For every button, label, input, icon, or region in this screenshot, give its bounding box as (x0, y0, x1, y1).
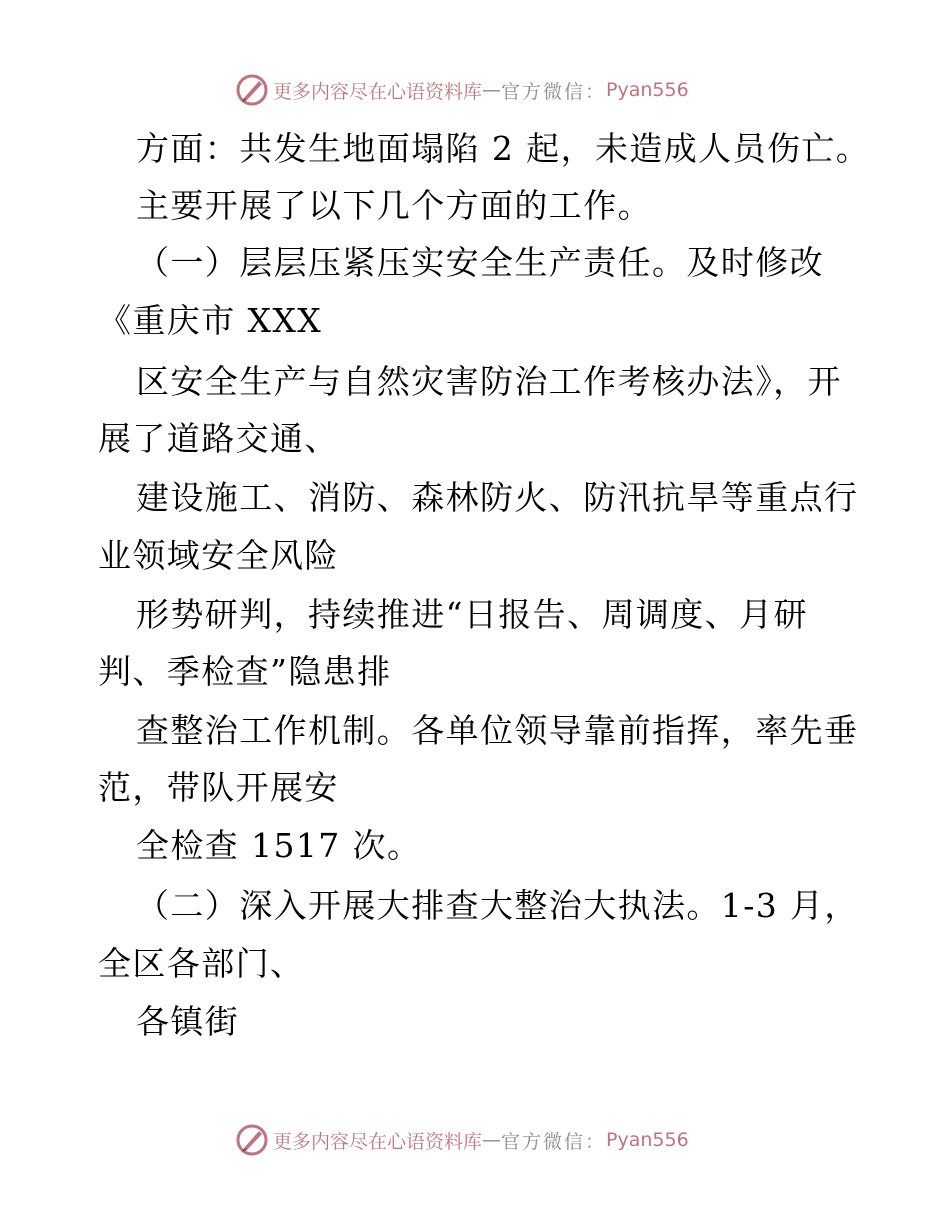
watermark-wechat-label: 官方微信： (501, 80, 607, 103)
text-line: 业领域安全风险 (98, 536, 339, 575)
header-watermark (235, 72, 689, 108)
text-line: 方面：共发生地面塌陷 2 起，未造成人员伤亡。 (136, 129, 871, 168)
text-line: 建设施工、消防、森林防火、防汛抗旱等重点行 (136, 478, 859, 517)
watermark-brand: 更多内容尽在心语资料库 (273, 1130, 483, 1153)
watermark-wechat-id: Pyan556 (606, 1129, 689, 1151)
text-line: 主要开展了以下几个方面的工作。 (136, 186, 652, 225)
text-line: 全区各部门、 (98, 944, 305, 983)
text-line: （一）层层压紧压实安全生产责任。及时修改 (136, 243, 824, 282)
quill-circle-icon (235, 1123, 269, 1157)
text-line: 判、季检查”隐患排 (98, 652, 392, 691)
text-line: 范，带队开展安 (98, 768, 339, 807)
text-line: 区安全生产与自然灾害防治工作考核办法》，开 (136, 362, 842, 401)
text-line: 形势研判，持续推进“日报告、周调度、月研 (136, 595, 808, 634)
text-line: 展了道路交通、 (98, 419, 339, 458)
watermark-separator: — (482, 1129, 502, 1151)
watermark-wechat-id: Pyan556 (606, 79, 689, 101)
text-line: 各镇街 (136, 1002, 240, 1041)
watermark-separator: — (482, 79, 502, 101)
text-line: 查整治工作机制。各单位领导靠前指挥，率先垂 (136, 711, 859, 750)
text-line: 《重庆市 XXX (98, 301, 323, 340)
text-line: （二）深入开展大排查大整治大执法。1-3 月， (136, 886, 859, 925)
text-line: 全检查 1517 次。 (136, 826, 422, 865)
watermark-brand: 更多内容尽在心语资料库 (273, 80, 483, 103)
footer-watermark (235, 1122, 689, 1158)
quill-circle-icon (235, 73, 269, 107)
watermark-wechat-label: 官方微信： (501, 1130, 607, 1153)
